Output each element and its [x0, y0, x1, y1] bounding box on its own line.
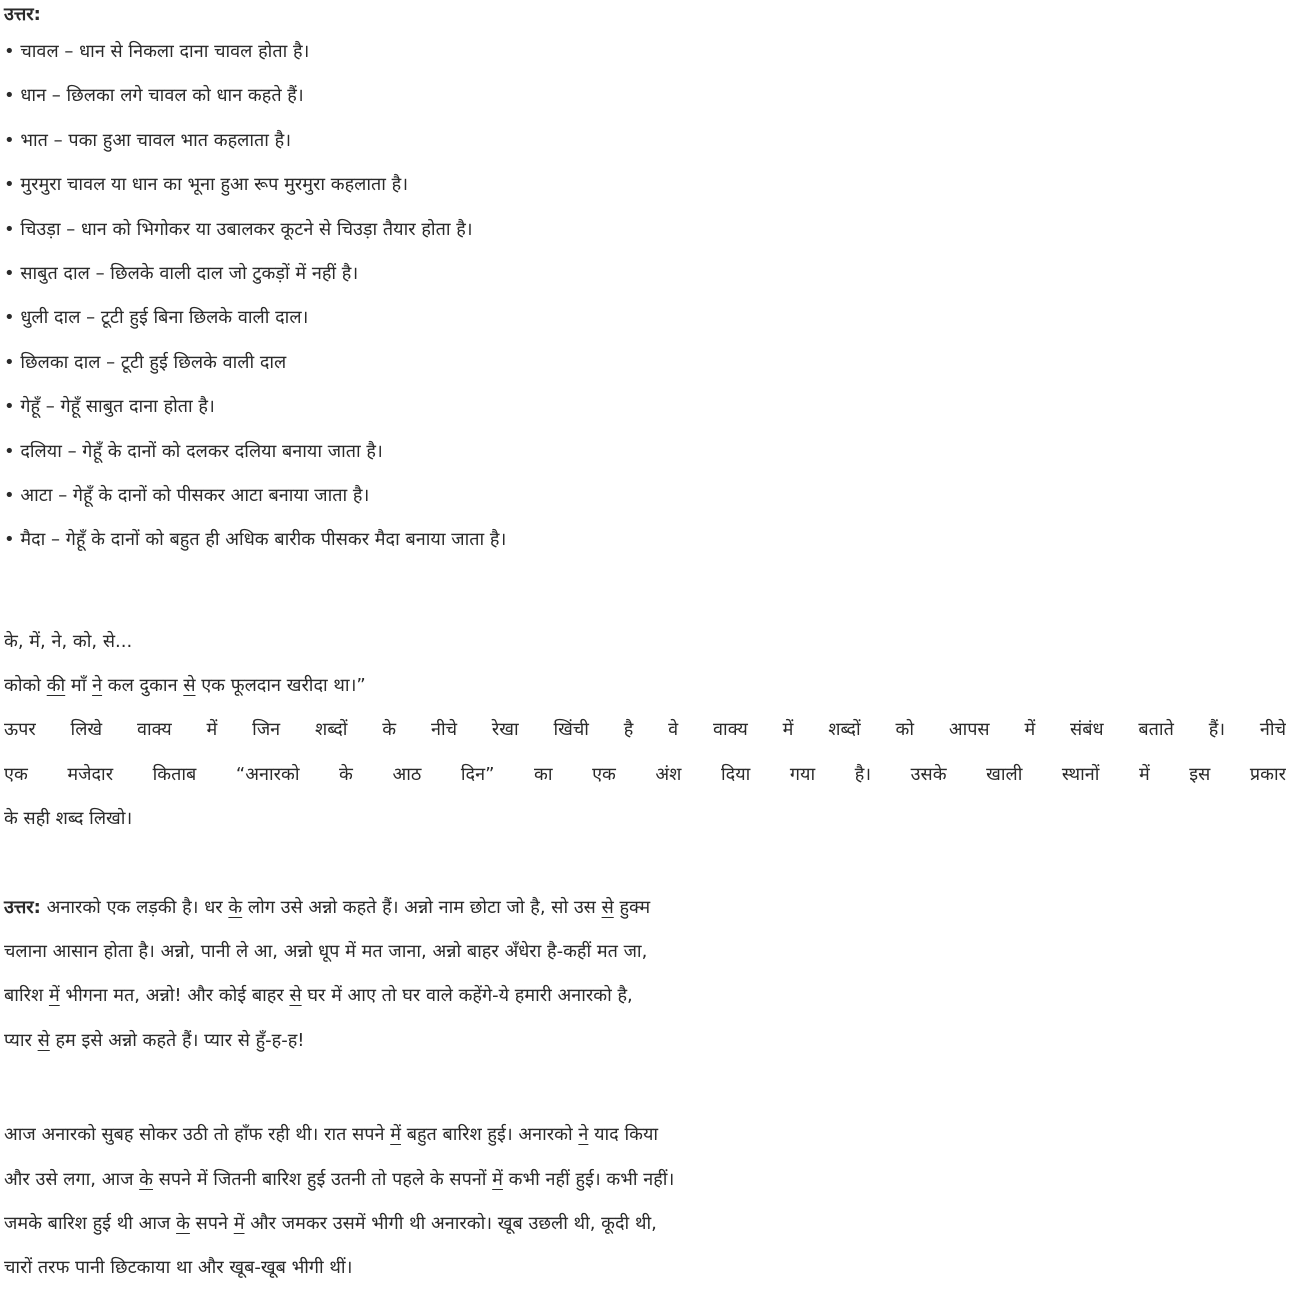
- answer-paragraph: [4, 886, 1286, 1064]
- list-item: • साबुत दाल – छिलके वाली दाल जो टुकड़ों में नहीं है।: [4, 262, 359, 284]
- list-item: • मैदा – गेहूँ के दानों को बहुत ही अधिक बारीक पीसकर मैदा बनाया जाता है।: [4, 529, 507, 551]
- underlined-word: में: [390, 1124, 401, 1146]
- answer-line: [4, 1019, 1286, 1063]
- list-item: • मुरमुरा चावल या धान का भूना हुआ रूप मुरमुरा कहलाता है।: [4, 174, 409, 196]
- list-item: • छिलका दाल – टूटी हुई छिलके वाली दाल: [4, 351, 287, 373]
- list-item: • चिउड़ा – धान को भिगोकर या उबालकर कूटने से चिउड़ा तैयार होता है।: [4, 218, 473, 240]
- text: याद किया: [588, 1124, 659, 1146]
- list-item: • चावल – धान से निकला दाना चावल होता है।: [4, 41, 310, 62]
- underlined-word: के: [176, 1212, 190, 1234]
- example-sentence: [4, 664, 1286, 708]
- list-item: • दलिया – गेहूँ के दानों को दलकर दलिया बनाया जाता है।: [4, 440, 383, 462]
- underlined-word: में: [48, 985, 60, 1007]
- text: बारिश: [4, 985, 49, 1007]
- text: सपने: [189, 1212, 234, 1234]
- underlined-word: ने: [578, 1124, 589, 1146]
- text: लोग उसे अन्नो कहते हैं। अन्नो नाम छोटा जो है, सो उस: [242, 896, 602, 918]
- list-item: • गेहूँ – गेहूँ साबुत दाना होता है।: [4, 396, 215, 418]
- example-text: कल दुकान: [102, 675, 184, 697]
- list-item: • धान – छिलका लगे चावल को धान कहते हैं।: [4, 85, 304, 107]
- underlined-word: के: [139, 1168, 153, 1190]
- underlined-word: से: [601, 896, 614, 918]
- text: जमके बारिश हुई थी आज: [4, 1212, 177, 1234]
- answer-label: उत्तर:: [4, 896, 41, 918]
- instruction-line: एक मजेदार किताब “अनारको के आठ दिन” का एक अंश दिया गया है। उसके खाली स्थानों में इस प्रकार: [4, 763, 1286, 785]
- answer-line: [4, 974, 1286, 1018]
- instruction-line: ऊपर लिखे वाक्य में जिन शब्दों के नीचे रेखा खिंची है वे वाक्य में शब्दों को आपस में संबंध बताते हैं। नीचे: [4, 719, 1286, 741]
- underlined-word: में: [492, 1168, 503, 1190]
- list-item: • धुली दाल – टूटी हुई बिना छिलके वाली दाल।: [4, 307, 309, 329]
- example-text: कोको: [4, 675, 47, 697]
- text: प्यार: [4, 1029, 38, 1051]
- story-line: [4, 1202, 1286, 1246]
- text: और जमकर उसमें भीगी थी अनारको। खूब उछली थी, कूदी थी,: [244, 1212, 657, 1234]
- text: आज अनारको सुबह सोकर उठी तो हाँफ रही थी। रात सपने: [4, 1124, 391, 1146]
- grain-definition-list: [4, 30, 1286, 563]
- underlined-word: से: [289, 985, 302, 1007]
- text: और उसे लगा, आज: [4, 1168, 140, 1190]
- underlined-word: से: [37, 1029, 50, 1051]
- story-line: [4, 1158, 1286, 1202]
- answer-label: उत्तर:: [4, 4, 41, 25]
- underlined-word: के: [228, 896, 243, 918]
- text: बहुत बारिश हुई। अनारको: [400, 1124, 579, 1146]
- answer-line: [4, 886, 1286, 930]
- text: घर में आए तो घर वाले कहेंगे-ये हमारी अनारको है,: [301, 985, 633, 1007]
- underlined-word: से: [183, 675, 196, 697]
- story-line: चारों तरफ पानी छिटकाया था और खूब-खूब भीगी थीं।: [4, 1257, 353, 1279]
- instruction-line: के सही शब्द लिखो।: [4, 808, 133, 830]
- postposition-section: [4, 620, 1286, 842]
- story-line: [4, 1113, 1286, 1157]
- example-text: एक फूलदान खरीदा था।”: [195, 675, 366, 697]
- text: सपने में जितनी बारिश हुई उतनी तो पहले के सपनों: [153, 1168, 493, 1190]
- text: हुक्म: [613, 896, 651, 918]
- text: कभी नहीं हुई। कभी नहीं।: [502, 1168, 675, 1190]
- underlined-word: में: [233, 1212, 245, 1234]
- section-heading: के, में, ने, को, से...: [4, 630, 133, 652]
- underlined-word: ने: [92, 675, 103, 697]
- text: अनारको एक लड़की है। धर: [40, 896, 229, 918]
- text: हम इसे अन्नो कहते हैं। प्यार से हुँ-ह-ह!: [49, 1029, 305, 1051]
- story-paragraph: [4, 1113, 1286, 1291]
- list-item: • भात – पका हुआ चावल भात कहलाता है।: [4, 129, 292, 151]
- answer-line: चलाना आसान होता है। अन्नो, पानी ले आ, अन्नो धूप में मत जाना, अन्नो बाहर अँधेरा है-कहीं मत जा,: [4, 941, 648, 963]
- example-text: माँ: [65, 675, 93, 697]
- list-item: • आटा – गेहूँ के दानों को पीसकर आटा बनाया जाता है।: [4, 484, 370, 506]
- text: भीगना मत, अन्नो! और कोई बाहर: [59, 985, 290, 1007]
- underlined-word: की: [46, 675, 66, 697]
